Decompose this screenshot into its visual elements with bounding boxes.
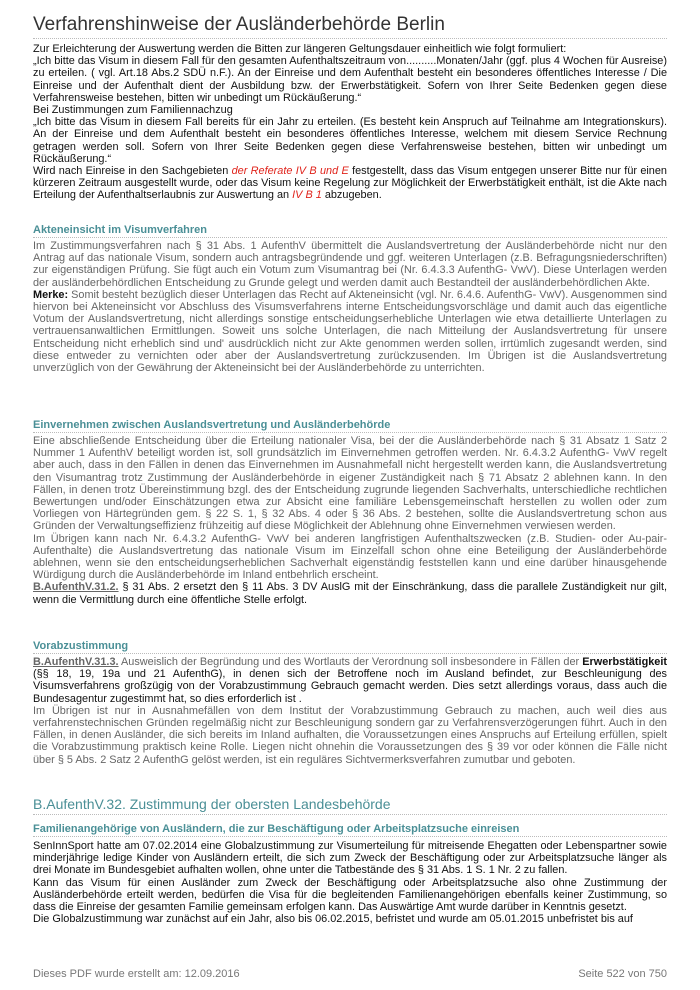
- section32-paragraph: SenInnSport hatte am 07.02.2014 eine Globalzustimmung zur Visumerteilung für mitreisende Ehegatten oder Lebenspartner sowie minderjährige ledige Kinder von Ausländern erteilt, die sich zum Zweck der Beschäftigung oder zur Arbeitsplatzsuche länger als drei Monate im Bundesgebiet aufhalten wollen, ohne unter die Tatbestände des § 31 Abs. 1 S. 1 Nr. 2 zu fallen.: [33, 840, 667, 877]
- einvernehmen-section: [33, 435, 667, 606]
- akteneinsicht-section: [33, 240, 667, 374]
- divider: [33, 432, 667, 433]
- page-title: Verfahrenshinweise der Ausländerbehörde Berlin: [33, 14, 445, 35]
- footer-page-number: Seite 522 von 750: [578, 968, 667, 980]
- einvernehmen-heading: Einvernehmen zwischen Auslandsvertretung und Ausländerbehörde: [33, 419, 391, 431]
- akteneinsicht-paragraph: Im Zustimmungsverfahren nach § 31 Abs. 1 AufenthV übermittelt die Auslandsvertretung der Ausländerbehörde nicht nur den Antrag auf das nationale Visum, sondern auch antragsbegründende und ggf. weiteren Unterlagen (z.B. Befragungsniederschriften) zur eigenständigen Prüfung. Sie fügt auch ein Votum zum Visumantrag bei (Nr. 6.4.3.3 AufenthG- VwV). Diese Unterlagen werden der ausländerbehördlichen Entscheidung zu Grunde gelegt und werden damit auch Bestandteil der ausländerbehördlichen Akte.: [33, 240, 667, 289]
- intro-quote-paragraph: „Ich bitte das Visum in diesem Fall für den gesamten Aufenthaltszeitraum von..........Monaten/Jahr (ggf. plus 4 Wochen für Ausreise) zu erteilen. ( vgl. Art.18 Abs.2 SDÜ n.F.). An der Einreise und dem Aufenthalt besteht ein besonderes öffentliches Interesse / Die Einreise und der Aufenthalt dient der Ausbildung bzw. der Erwerbstätigkeit. Sofern von Ihrer Seite Bedenken gegen diese Verfahrensweise bestehen, bitten wir unbedingt um Rückäußerung.“: [33, 55, 667, 104]
- vorabzustimmung-heading: Vorabzustimmung: [33, 640, 129, 652]
- section32-paragraph-3: Die Globalzustimmung war zunächst auf ein Jahr, also bis 06.02.2015, befristet und wurde am 05.01.2015 unbefristet bis auf: [33, 913, 633, 926]
- vorabzustimmung-paragraph: B.AufenthV.31.3. Ausweislich der Begründung und des Wortlauts der Verordnung soll insbesondere in Fällen der Erwerbstätigkeit (§§ 18, 19, 19a und 21 AufenthG), in denen sich der Betroffene noch im Ausland befindet, zur Beschleunigung des Visumsverfahrens großzügig von der Vorabzustimmung Gebrauch gemacht werden. Dies setzt allerdings voraus, dass auch die Bundesagentur zugestimmt hat, so dies erforderlich ist .: [33, 656, 667, 705]
- reference-link[interactable]: B.AufenthV.31.3.: [33, 656, 119, 668]
- section32-content: [33, 840, 667, 925]
- divider: [33, 237, 667, 238]
- intro-family-label: Bei Zustimmungen zum Familiennachzug: [33, 104, 233, 117]
- referate-highlight: der Referate IV B und E: [231, 165, 349, 178]
- intro-closing-paragraph: Wird nach Einreise in den Sachgebieten der Referate IV B und E festgestellt, dass das Visum entgegen unserer Bitte nur für einen kürzeren Zeitraum ausgestellt wurde, oder das Visum keine Regelung zur Möglichkeit der Erwerbstätigkeit enthält, ist die Akte nach Erteilung der Aufenthaltserlaubnis zur Auswertung an IV B 1 abzugeben.: [33, 165, 667, 202]
- einvernehmen-paragraph: Eine abschließende Entscheidung über die Erteilung nationaler Visa, bei der die Ausländerbehörde nach § 31 Absatz 1 Satz 2 Nummer 1 AufenthV beteiligt worden ist, soll grundsätzlich im Einvernehmen getroffen werden. Nr. 6.4.3.2 AufenthG- VwV regelt aber auch, dass in den Fällen in denen das Einvernehmen im Ausnahmefall nicht hergestellt werden kann, die Auslandsvertretung den Visumantrag trotz Zustimmung der Ausländerbehörde in eigener Zuständigkeit nach § 71 Absatz 2 ablehnen kann. In den Fällen, in denen trotz Übereinstimmung bzgl. des der Entscheidung zugrunde liegenden Sachverhalts, unterschiedliche rechtlichen Bewertungen und/oder Einschätzungen etwa zur Absicht eine familiäre Lebensgemeinschaft herstellen zu wollen oder zum Vorliegen von Härtegründen gem. § 22 S. 1, § 32 Abs. 4 oder § 36 Abs. 2 bestehen, sollte die Auslandsvertretung schon aus Gründen der Verwaltungseffizienz frühzeitig auf diese Möglichkeit der Ablehnung ohne Einvernehmen verwiesen werden.: [33, 435, 667, 533]
- ivb1-highlight: IV B 1: [292, 189, 322, 202]
- akteneinsicht-heading: Akteneinsicht im Visumverfahren: [33, 224, 208, 236]
- einvernehmen-paragraph-2: Im Übrigen kann nach Nr. 6.4.3.2 AufenthG- VwV bei anderen langfristigen Aufenthaltszwecken (z.B. Studien- oder Au-pair-Aufenthalte) die Auslandsvertretung das nationale Visum im Einzelfall schon ohne eine Beteiligung der Ausländerbehörde ablehnen, wenn sie den entscheidungserheblichen Sachverhalt eigenständig feststellen kann und eine darüber hinausgehende Würdigung durch die Ausländerbehörde im Inland entbehrlich erscheint.: [33, 532, 667, 582]
- vorabzustimmung-paragraph-2: Im Übrigen ist nur in Ausnahmefällen von dem Institut der Vorabzustimmung Gebrauch zu machen, auch weil dies aus verfahrenstechnischen Gründen regelmäßig nicht zur Beschleunigung sondern gar zu Verfahrensverzögerungen führt. Auch in den Fällen, in denen Ausländer, die sich bereits im Inland aufhalten, die Voraussetzungen eines Anspruchs auf Erteilung erfüllen, spielt die Vorabzustimmung praktisch keine Rolle. Liegen nicht ohnehin die Voraussetzungen des § 39 vor oder können die Fälle nicht über § 5 Abs. 2 Satz 2 AufenthG gelöst werden, ist ein reguläres Sichtvermerksverfahren zumutbar und geboten.: [33, 704, 667, 766]
- divider: [33, 836, 667, 837]
- section32-heading: B.AufenthV.32. Zustimmung der obersten Landesbehörde: [33, 796, 391, 812]
- section32-subheading: Familienangehörige von Ausländern, die zur Beschäftigung oder Arbeitsplatzsuche einreisen: [33, 823, 520, 835]
- akteneinsicht-merke-paragraph: Merke: Somit besteht bezüglich dieser Unterlagen das Recht auf Akteneinsicht (vgl. Nr. 6.4.6. AufenthG- VwV). Ausgenommen sind hiervon bei Akteneinsicht vor Abschluss des Visumsverfahrens interne Entscheidungsvorschläge und damit auch das eigentliche Votum der Auslandsvertretung, nicht allerdings sonstige entscheidungserhebliche Unterlagen wie etwa detaillierte Unterlagen zu vertrauensanwaltlichen Ermittlungen. Soweit uns solche Unterlagen, die nach Mitteilung der Auslandsvertretung für unsere Entscheidung nicht erheblich sind und' ausdrücklich nicht zur Akte genommen werden sollen, irrtümlich zugesandt werden, sind diese entweder zu vernichten oder aber der Auslandsvertretung zurückzusenden. Im Übrigen ist die Auslandsvertretung unverzüglich von der Gewährung der Akteneinsicht bei der Ausländerbehörde zu unterrichten.: [33, 288, 667, 375]
- intro-family-quote: „Ich bitte das Visum in diesem Fall bereits für ein Jahr zu erteilen. (Es besteht kein Anspruch auf Teilnahme am Integrationskurs). An der Einreise und dem Aufenthalt besteht ein besonderes öffentliches Interesse, welchem mit diesem Service Rechnung getragen werden soll. Sofern von Ihrer Seite Bedenken gegen diese Verfahrensweise bestehen, bitten wir unbedingt um Rückäußerung.“: [33, 116, 667, 165]
- intro-section: [33, 43, 667, 202]
- divider: [33, 653, 667, 654]
- footer-created-date: Dieses PDF wurde erstellt am: 12.09.2016: [33, 968, 240, 980]
- einvernehmen-paragraph-3: B.AufenthV.31.2. § 31 Abs. 2 ersetzt den § 11 Abs. 3 DV AuslG mit der Einschränkung, dass die parallele Zuständigkeit nur gilt, wenn die Vermittlung durch eine öffentliche Stelle erfolgt.: [33, 581, 667, 606]
- title-divider: [33, 38, 667, 39]
- intro-paragraph: Zur Erleichterung der Auswertung werden die Bitten zur längeren Geltungsdauer einheitlich wie folgt formuliert:: [33, 43, 567, 55]
- vorabzustimmung-section: [33, 656, 667, 766]
- merke-label: Merke:: [33, 288, 69, 301]
- section32-paragraph-2: Kann das Visum für einen Ausländer zum Zweck der Beschäftigung oder Arbeitsplatzsuche also ohne Zustimmung der Ausländerbehörde erteilt werden, bedürfen die Visa für die begleitenden Familienangehörigen ebenfalls keiner Zustimmung, so dass die Einreise der gesamten Familie gemeinsam erfolgen kann. Das Auswärtige Amt wurde darüber in Kenntnis gesetzt.: [33, 876, 667, 914]
- reference-link[interactable]: B.AufenthV.31.2.: [33, 581, 119, 594]
- divider: [33, 814, 667, 815]
